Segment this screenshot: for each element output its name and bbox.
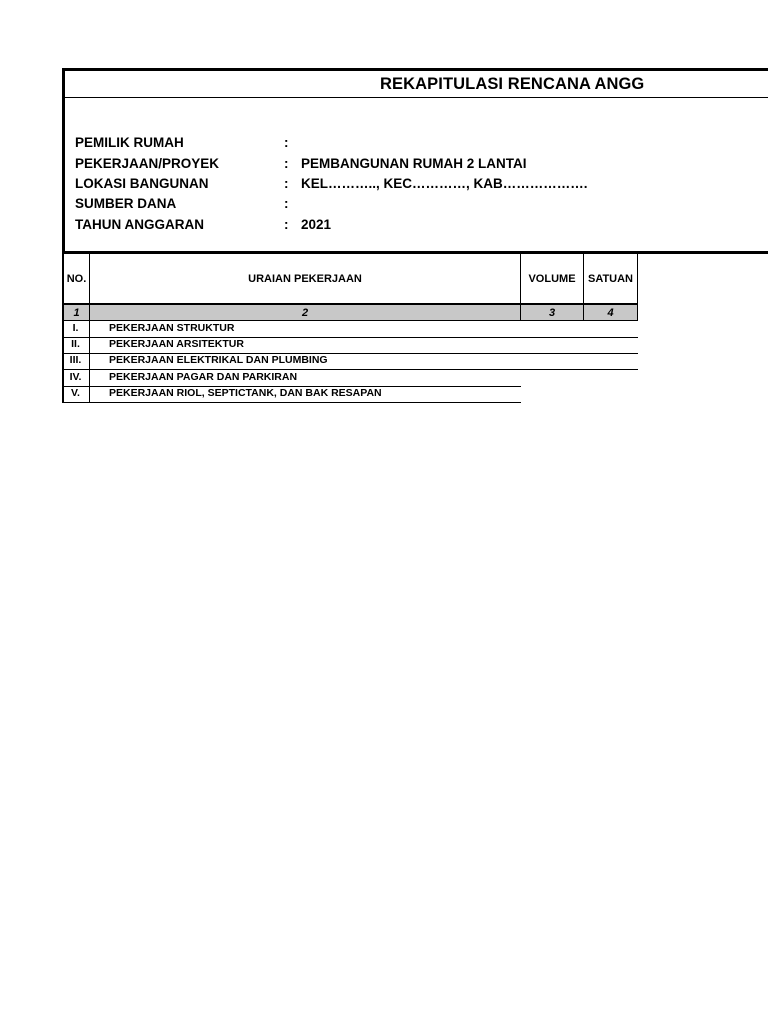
header-volume: VOLUME	[521, 254, 584, 304]
info-colon-funding: :	[284, 196, 289, 211]
info-value-project: PEMBANGUNAN RUMAH 2 LANTAI	[301, 156, 527, 171]
row-desc-1: PEKERJAAN STRUKTUR	[109, 322, 235, 334]
row-no-2: II.	[71, 338, 80, 350]
info-value-location: KEL……….., KEC…………, KAB……………….	[301, 176, 588, 191]
row-desc-3: PEKERJAAN ELEKTRIKAL DAN PLUMBING	[109, 354, 328, 366]
info-label-owner: PEMILIK RUMAH	[75, 135, 184, 150]
row-desc-2: PEKERJAAN ARSITEKTUR	[109, 338, 244, 350]
row-desc-4: PEKERJAAN PAGAR DAN PARKIRAN	[109, 371, 298, 383]
info-label-funding: SUMBER DANA	[75, 196, 177, 211]
row-line-5	[62, 402, 521, 403]
info-label-year: TAHUN ANGGARAN	[75, 217, 204, 232]
header-satuan: SATUAN	[584, 254, 638, 304]
row-no-1: I.	[72, 322, 79, 334]
info-label-location: LOKASI BANGUNAN	[75, 176, 209, 191]
header-no: NO.	[64, 254, 90, 304]
info-colon-year: :	[284, 217, 289, 232]
row-no-5: V.	[71, 387, 80, 399]
colnum-no: 1	[64, 304, 90, 321]
row-desc-5: PEKERJAAN RIOL, SEPTICTANK, DAN BAK RESAPAN	[109, 387, 382, 399]
info-colon-project: :	[284, 156, 289, 171]
row-no-3: III.	[69, 354, 82, 366]
row-no-4: IV.	[69, 371, 82, 383]
header-uraian: URAIAN PEKERJAAN	[90, 254, 521, 304]
col-separator-no	[89, 321, 90, 403]
info-colon-owner: :	[284, 135, 289, 150]
colnum-volume: 3	[521, 304, 584, 321]
info-label-project: PEKERJAAN/PROYEK	[75, 156, 220, 171]
colnum-uraian: 2	[90, 304, 521, 321]
frame-left-border	[62, 68, 65, 254]
info-colon-location: :	[284, 176, 289, 191]
title-separator	[62, 97, 768, 98]
colnum-satuan: 4	[584, 304, 638, 321]
info-value-year: 2021	[301, 217, 332, 232]
document-title: REKAPITULASI RENCANA ANGG	[380, 75, 645, 93]
